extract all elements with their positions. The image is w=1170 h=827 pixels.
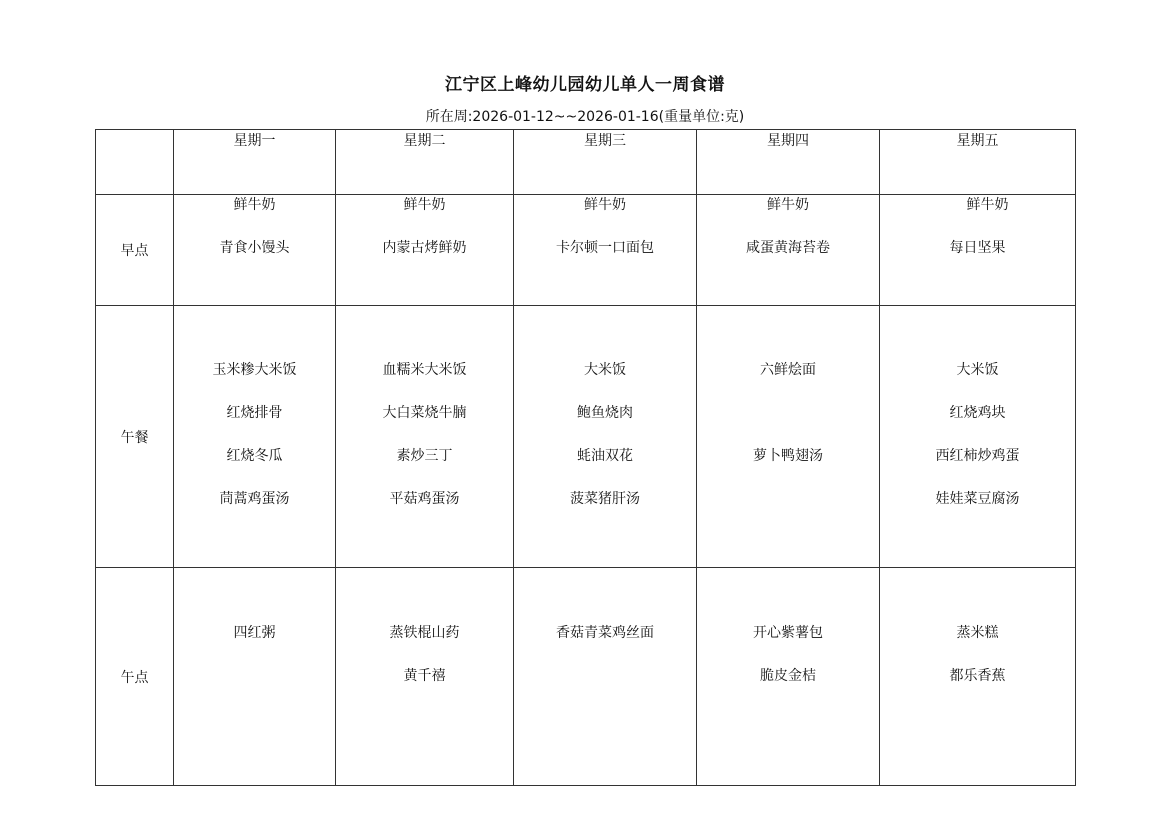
menu-item: 都乐香蕉 (949, 668, 1006, 685)
corner-cell (96, 130, 174, 195)
menu-item: 四红粥 (233, 625, 276, 642)
menu-item: 玉米糁大米饭 (212, 362, 297, 379)
day-header-tuesday: 星期二 (336, 130, 514, 195)
menu-item: 鲍鱼烧肉 (577, 405, 633, 422)
menu-cell (514, 306, 697, 568)
week-range-subtitle: 所在周:2026-01-12~~2026-01-16(重量单位:克) (425, 109, 745, 125)
menu-cell (697, 568, 880, 786)
menu-cell (336, 568, 514, 786)
weekly-menu-table (95, 129, 1076, 786)
menu-item: 西红柿炒鸡蛋 (935, 448, 1020, 465)
menu-item: 菠菜猪肝汤 (570, 491, 640, 508)
breakfast-row (96, 195, 1076, 306)
menu-item: 鲜牛奶 (403, 197, 446, 213)
menu-item: 脆皮金桔 (760, 668, 816, 685)
meal-label-afternoon-snack: 午点 (96, 568, 174, 786)
menu-item: 娃娃菜豆腐汤 (935, 491, 1020, 508)
lunch-row (96, 306, 1076, 568)
menu-item: 蒸铁棍山药 (389, 625, 460, 642)
menu-item: 蚝油双花 (577, 448, 633, 465)
menu-item: 大米饭 (584, 362, 626, 379)
menu-item: 香菇青菜鸡丝面 (556, 625, 654, 642)
day-header-monday: 星期一 (174, 130, 336, 195)
menu-cell (880, 306, 1076, 568)
menu-item: 红烧鸡块 (949, 405, 1006, 422)
menu-item: 六鲜烩面 (760, 362, 816, 379)
menu-item: 萝卜鸭翅汤 (753, 448, 823, 465)
menu-cell (514, 195, 697, 306)
menu-item: 鲜牛奶 (584, 197, 626, 213)
menu-item: 鲜牛奶 (233, 197, 276, 213)
menu-cell (880, 195, 1076, 306)
menu-item: 红烧排骨 (226, 405, 283, 422)
menu-item: 血糯米大米饭 (382, 362, 467, 379)
menu-cell (336, 195, 514, 306)
menu-item: 红烧冬瓜 (226, 448, 283, 465)
menu-item: 每日坚果 (949, 240, 1006, 256)
menu-cell (514, 568, 697, 786)
afternoon-snack-row (96, 568, 1076, 786)
menu-item: 内蒙古烤鲜奶 (382, 240, 467, 256)
menu-item: 素炒三丁 (396, 448, 453, 465)
menu-cell (697, 306, 880, 568)
menu-cell (697, 195, 880, 306)
menu-cell (880, 568, 1076, 786)
header-row (96, 130, 1076, 195)
menu-item: 鲜牛奶 (966, 197, 1009, 213)
menu-item: 鲜牛奶 (767, 197, 809, 213)
day-header-wednesday: 星期三 (514, 130, 697, 195)
menu-item: 卡尔顿一口面包 (556, 240, 654, 256)
menu-item: 开心紫薯包 (753, 625, 823, 642)
menu-item: 茼蒿鸡蛋汤 (219, 491, 290, 508)
menu-cell (174, 568, 336, 786)
menu-item: 大白菜烧牛腩 (382, 405, 467, 422)
menu-gap (697, 403, 879, 446)
menu-item: 青食小馒头 (219, 240, 290, 256)
menu-cell (174, 195, 336, 306)
menu-item: 蒸米糕 (956, 625, 999, 642)
day-header-friday: 星期五 (880, 130, 1076, 195)
menu-cell (336, 306, 514, 568)
day-header-thursday: 星期四 (697, 130, 880, 195)
menu-item: 黄千禧 (403, 668, 446, 685)
menu-item: 平菇鸡蛋汤 (389, 491, 460, 508)
meal-label-breakfast: 早点 (96, 195, 174, 306)
menu-cell (174, 306, 336, 568)
page-title: 江宁区上峰幼儿园幼儿单人一周食谱 (445, 75, 725, 95)
menu-item: 大米饭 (956, 362, 999, 379)
meal-label-lunch: 午餐 (96, 306, 174, 568)
menu-item: 咸蛋黄海苔卷 (746, 240, 830, 256)
